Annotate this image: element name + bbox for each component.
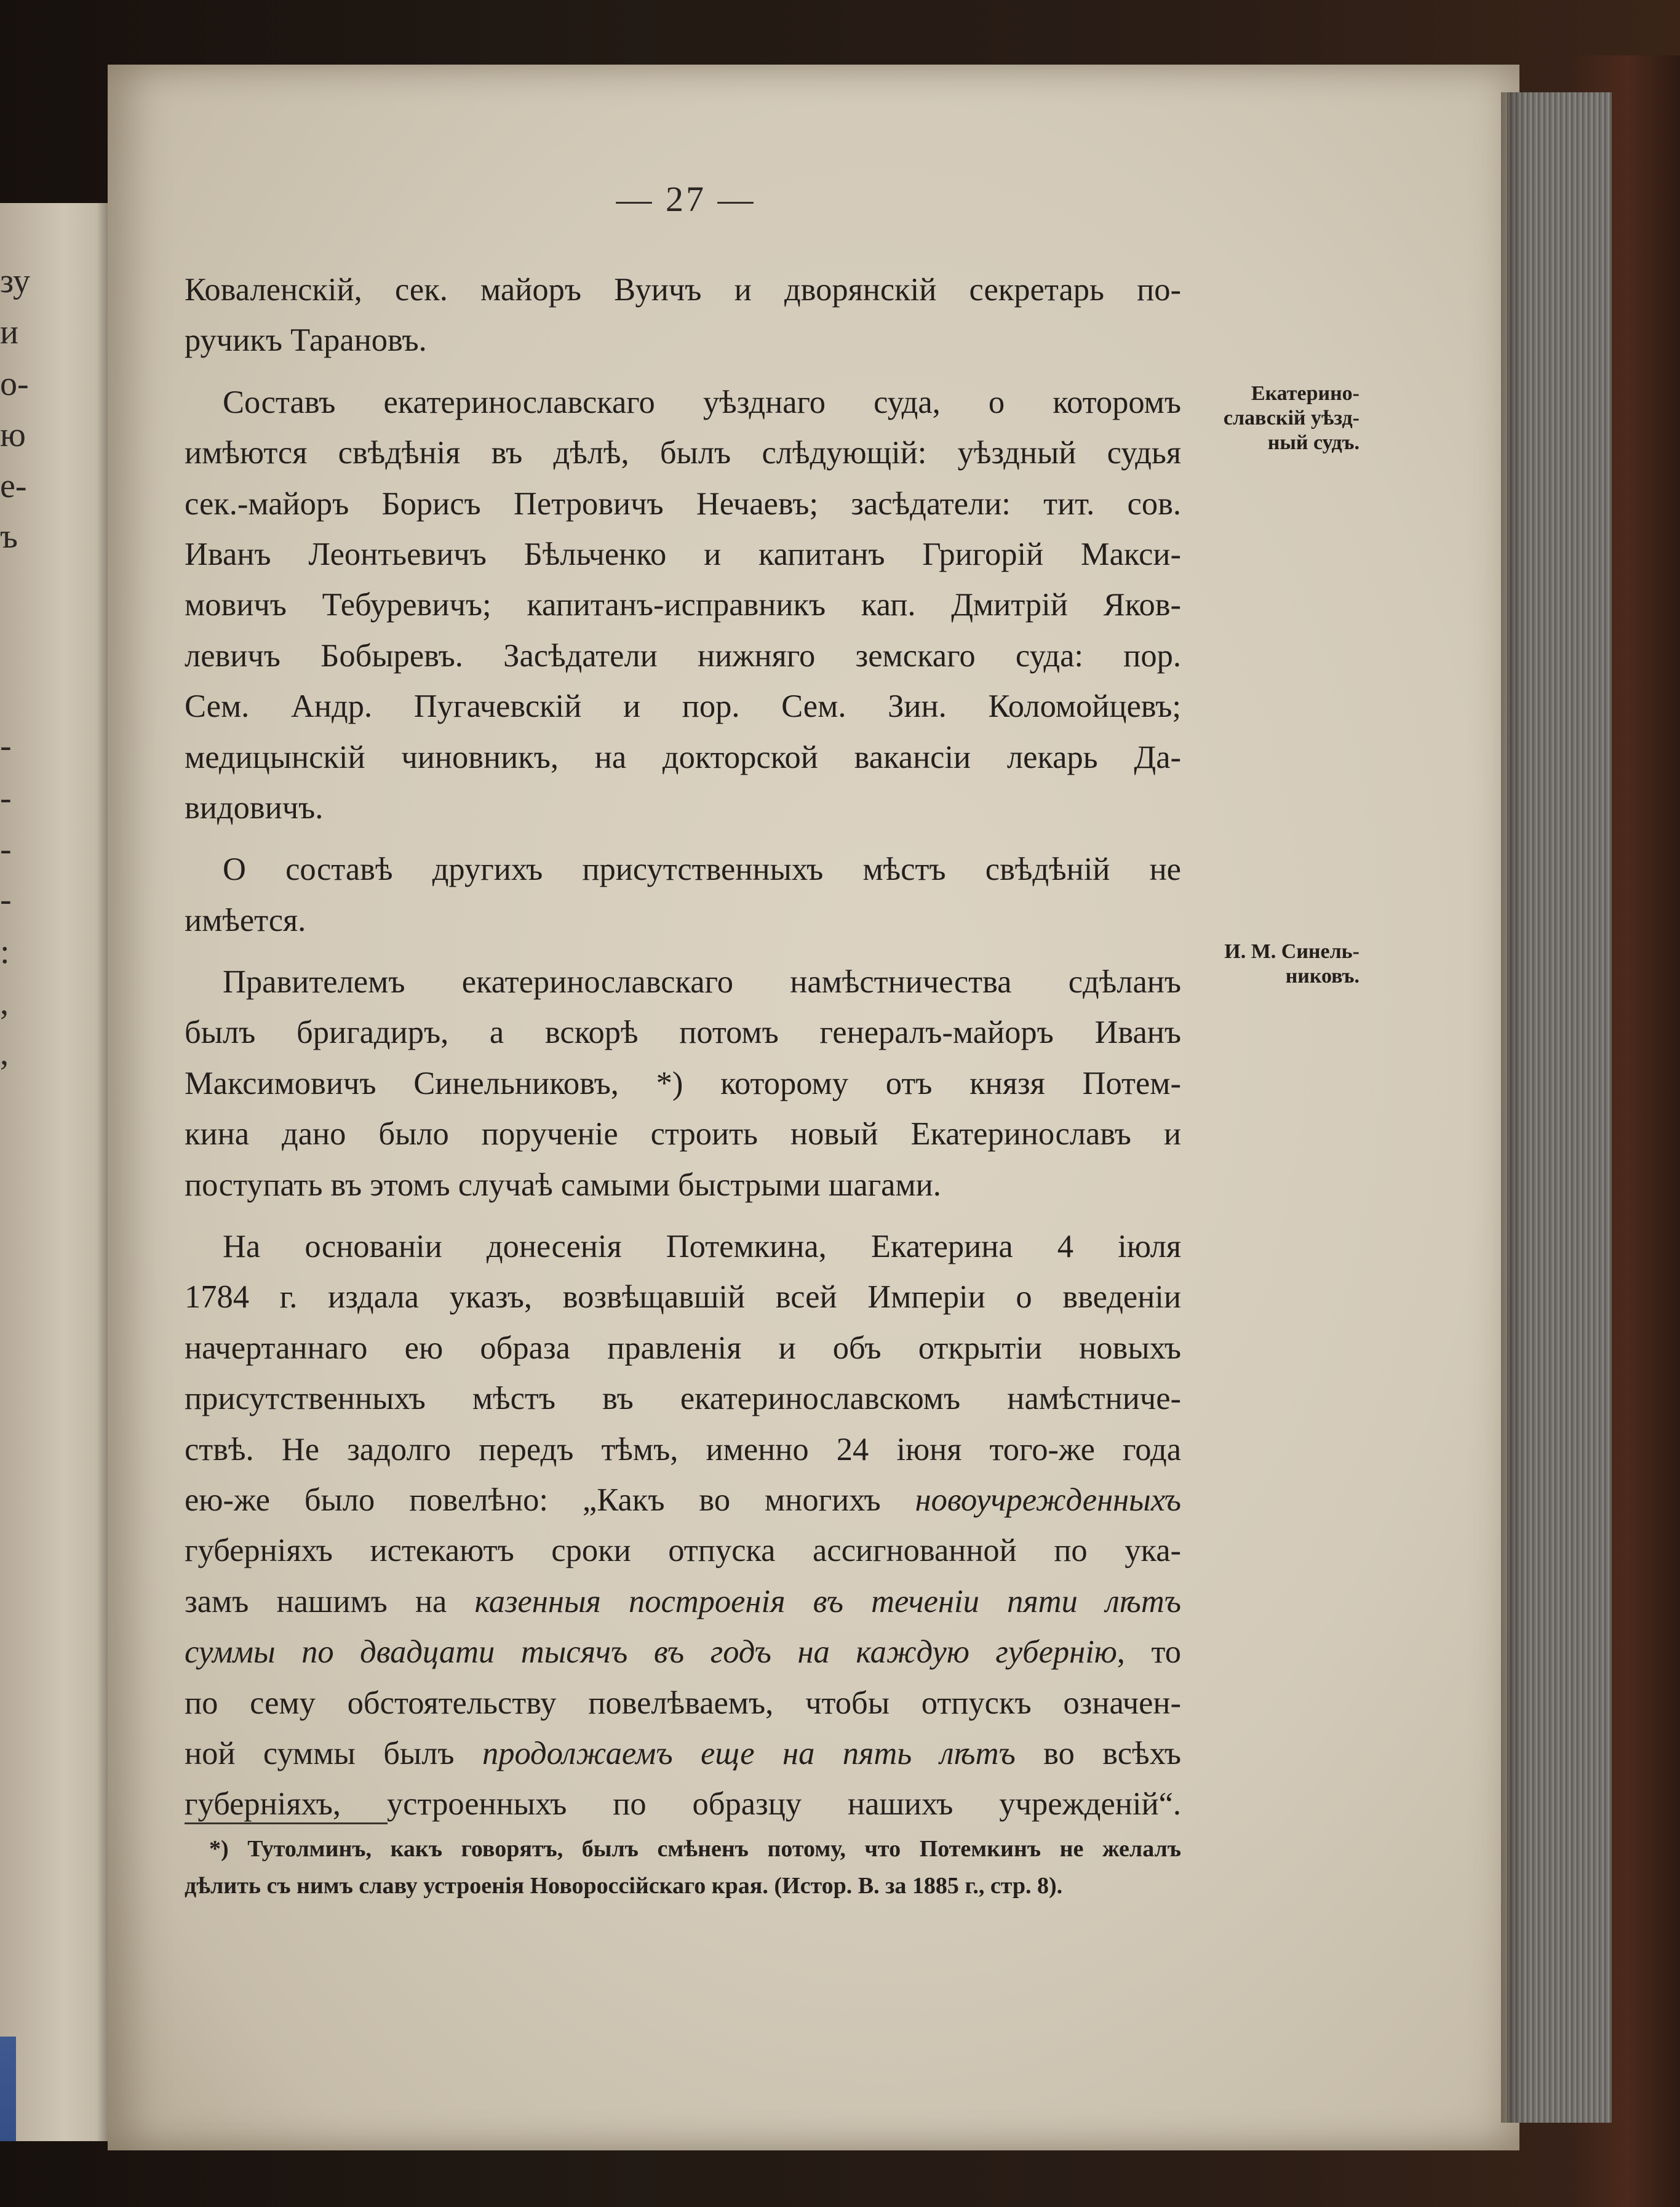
footnote [185,1830,1181,1904]
text-line: 1784 г. издала указъ, возвѣщавшій всей Имперіи о введеніи [185,1279,1181,1315]
text-line [185,1475,1181,1525]
prev-page-fragment: , [0,984,9,1022]
footnote-line: *) Тутолминъ, какъ говорятъ, былъ смѣненъ потому, что Потемкинъ не желалъ [209,1836,1181,1862]
text-line: присутственныхъ мѣстъ въ екатеринославскомъ намѣстниче- [185,1381,1181,1417]
text-line: сек.-майоръ Борисъ Петровичъ Нечаевъ; засѣдатели: тит. сов. [185,485,1181,522]
text-line: О составѣ другихъ присутственныхъ мѣстъ свѣдѣній не [223,852,1181,888]
text-line: по сему обстоятельству повелѣваемъ, чтобы отпускъ означен- [185,1685,1181,1721]
italic-text: новоучрежденныхъ [915,1482,1181,1518]
text-line: Максимовичъ Синельниковъ, *) которому отъ князя Потем- [185,1065,1181,1101]
text-line [185,1576,1181,1627]
margin-note-line: И. М. Синель- [1224,940,1360,963]
prev-page-fragment: и [0,313,18,351]
text-line: На основаніи донесенія Потемкина, Екатерина 4 іюля [223,1229,1181,1265]
prev-page-fragment: , [0,1034,9,1072]
text-line: губерніяхъ истекаютъ сроки отпуска ассигнованной по ука- [185,1533,1181,1569]
prev-page-fragment: : [0,933,10,971]
text-segment: замъ нашимъ на [185,1583,475,1619]
text-line [185,1627,1181,1677]
footnote-rule [185,1822,388,1824]
margin-note-line: ный судъ. [1267,431,1360,454]
text-line: начертаннаго ею образа правленія и объ открытіи новыхъ [185,1330,1181,1366]
text-line: ствѣ. Не задолго передъ тѣмъ, именно 24 іюня того-же года [185,1431,1181,1467]
text-line: имѣется. [185,902,306,938]
margin-note-sinelnikov [1163,940,1360,989]
text-line: Правителемъ екатеринославскаго намѣстничества сдѣланъ [223,964,1181,1000]
footnote-line: дѣлить съ нимъ славу устроенія Новороссійскаго края. (Истор. В. за 1885 г., стр. 8). [185,1873,1063,1899]
prev-page-fragment: - [0,880,12,919]
prev-page-fragment: е- [0,467,27,505]
text-segment: ею-же было повелѣно: „Какъ во многихъ [185,1482,915,1518]
text-line: левичъ Бобыревъ. Засѣдатели нижняго земскаго суда: пор. [185,637,1181,674]
italic-text: продолжаемъ еще на пять лѣтъ [482,1735,1016,1771]
text-line: губерніяхъ, устроенныхъ по образцу нашихъ учрежденій“. [185,1786,1181,1822]
prev-page-fragment: - [0,727,12,765]
italic-text: суммы по двадцати тысячъ въ годъ на каждую губернію [185,1634,1117,1670]
prev-page-fragment: - [0,779,12,817]
text-line: мовичъ Тебуревичъ; капитанъ-исправникъ кап. Дмитрій Яков- [185,587,1181,623]
text-line: Сем. Андр. Пугачевскій и пор. Сем. Зин. Коломойцевъ; [185,688,1181,725]
margin-note-court [1163,381,1360,455]
text-line: кина дано было порученіе строить новый Екатеринославъ и [185,1116,1181,1152]
text-line: видовичъ. [185,789,324,826]
text-line: Иванъ Леонтьевичъ Бѣльченко и капитанъ Григорій Макси- [185,536,1181,572]
text-line: имѣются свѣдѣнія въ дѣлѣ, былъ слѣдующій: уѣздный судья [185,435,1181,471]
prev-page-fragment: о- [0,365,29,403]
page-number: — 27 — [616,179,756,219]
blue-bookmark-strip [0,2037,16,2141]
body-text [185,265,1181,1830]
text-line [185,1728,1181,1779]
text-line: ручикъ Тарановъ. [185,322,427,359]
fore-edge-shadow [1501,92,1526,2123]
prev-page-fragment: - [0,830,12,868]
text-line: медицынскій чиновникъ, на докторской вакансіи лекарь Да- [185,739,1181,775]
margin-note-line: никовъ. [1285,965,1360,988]
italic-text: казенныя построенія въ теченіи пяти лѣтъ [474,1583,1181,1619]
text-segment: , то [1117,1634,1181,1670]
prev-page-fragment: зу [0,262,30,300]
text-line: Составъ екатеринославскаго уѣзднаго суда, о которомъ [223,384,1181,420]
text-line: Коваленскій, сек. майоръ Вуичъ и дворянскій секретарь по- [185,272,1181,308]
prev-page-fragment: ъ [0,517,18,556]
previous-page-edge [0,203,108,2141]
prev-page-fragment: ю [0,416,26,454]
margin-note-line: славскій уѣзд- [1223,407,1360,429]
text-line: поступать въ этомъ случаѣ самыми быстрыми шагами. [185,1167,941,1203]
text-line: былъ бригадиръ, а вскорѣ потомъ генералъ-майоръ Иванъ [185,1015,1181,1051]
text-segment: во всѣхъ [1015,1735,1181,1771]
text-segment: ной суммы былъ [185,1735,482,1771]
margin-note-line: Екатерино- [1251,382,1360,405]
